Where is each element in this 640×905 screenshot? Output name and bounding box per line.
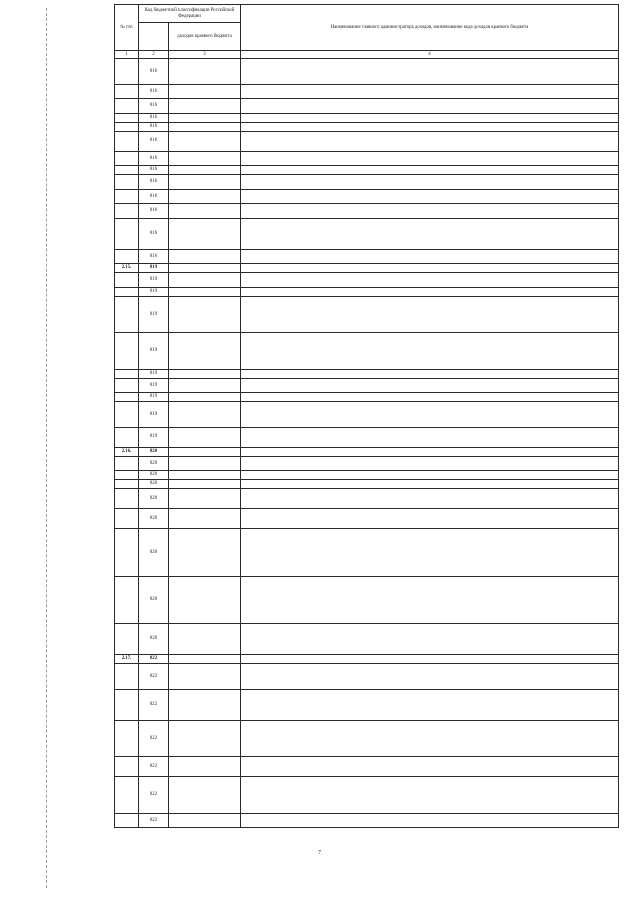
row-description [241,720,619,757]
table-row [115,99,619,114]
table-row [115,296,619,333]
table-section-row [115,264,619,273]
row-description [241,84,619,99]
row-number: 2.16. [115,447,139,456]
income-code [169,131,241,151]
row-number [115,757,139,777]
income-code [169,113,241,122]
row-description [241,402,619,428]
income-code [169,204,241,219]
row-description [241,122,619,131]
admin-code: 822 [139,664,169,690]
row-description [241,393,619,402]
row-description [241,655,619,664]
row-number [115,378,139,393]
row-number [115,489,139,509]
table-row [115,369,619,378]
admin-code: 816 [139,99,169,114]
row-number [115,151,139,166]
admin-code: 816 [139,189,169,204]
row-number [115,576,139,624]
table-row [115,777,619,814]
row-description [241,529,619,577]
income-code [169,447,241,456]
admin-code: 819 [139,378,169,393]
row-description [241,333,619,370]
income-code [169,509,241,529]
row-description [241,447,619,456]
table-row [115,456,619,471]
income-code [169,624,241,655]
row-description [241,777,619,814]
column-number-2: 2 [139,51,169,59]
income-code [169,813,241,828]
table-body [115,59,619,828]
row-number [115,113,139,122]
table-row [115,689,619,720]
column-number-3: 3 [169,51,241,59]
income-code [169,576,241,624]
row-description [241,471,619,480]
income-code [169,122,241,131]
table-row [115,166,619,175]
admin-code: 816 [139,59,169,85]
row-number [115,333,139,370]
table-row [115,273,619,288]
table-row [115,813,619,828]
admin-code: 820 [139,624,169,655]
row-description [241,175,619,190]
admin-code: 819 [139,264,169,273]
row-number [115,813,139,828]
admin-code: 820 [139,471,169,480]
row-description [241,59,619,85]
table-row [115,720,619,757]
table-row [115,287,619,296]
table-row [115,175,619,190]
income-code [169,393,241,402]
row-number: 2.17. [115,655,139,664]
admin-code: 819 [139,402,169,428]
row-number [115,249,139,264]
income-code [169,218,241,249]
income-code [169,456,241,471]
row-number [115,624,139,655]
admin-code: 819 [139,333,169,370]
table-row [115,576,619,624]
admin-code: 822 [139,720,169,757]
table-row [115,218,619,249]
table-row [115,480,619,489]
income-code [169,287,241,296]
row-number [115,218,139,249]
column-number-1: 1 [115,51,139,59]
row-description [241,131,619,151]
row-number [115,456,139,471]
row-description [241,509,619,529]
row-description [241,113,619,122]
table-row [115,509,619,529]
row-description [241,624,619,655]
row-number [115,369,139,378]
row-description [241,689,619,720]
row-number [115,664,139,690]
row-number [115,122,139,131]
table-row [115,204,619,219]
income-code [169,777,241,814]
row-description [241,296,619,333]
row-description [241,576,619,624]
header-col-code-group: Код бюджетной классификации Российской Федерации [139,5,241,23]
table-section-row [115,655,619,664]
income-code [169,175,241,190]
document-page [114,4,618,828]
income-code [169,529,241,577]
table-header-row-1 [115,5,619,23]
income-code [169,489,241,509]
row-number [115,689,139,720]
row-description [241,757,619,777]
admin-code: 816 [139,175,169,190]
row-description [241,218,619,249]
row-number [115,471,139,480]
admin-code: 816 [139,166,169,175]
row-description [241,664,619,690]
row-description [241,427,619,447]
row-number [115,777,139,814]
admin-code: 816 [139,249,169,264]
table-row [115,427,619,447]
income-code [169,757,241,777]
admin-code: 820 [139,576,169,624]
admin-code: 819 [139,273,169,288]
income-code [169,166,241,175]
row-description [241,287,619,296]
income-code [169,378,241,393]
row-number [115,509,139,529]
table-row [115,529,619,577]
admin-code: 822 [139,689,169,720]
row-number [115,529,139,577]
row-number: 2.15. [115,264,139,273]
row-number [115,59,139,85]
admin-code: 822 [139,813,169,828]
income-code [169,427,241,447]
income-code [169,264,241,273]
table-row [115,131,619,151]
admin-code: 820 [139,456,169,471]
income-code [169,333,241,370]
income-code [169,369,241,378]
admin-code: 819 [139,369,169,378]
row-description [241,813,619,828]
page-number: 7 [318,850,321,856]
admin-code: 820 [139,509,169,529]
table-row [115,84,619,99]
table-row [115,189,619,204]
table-row [115,489,619,509]
admin-code: 819 [139,296,169,333]
row-number [115,99,139,114]
admin-code: 816 [139,84,169,99]
income-code [169,296,241,333]
income-code [169,664,241,690]
header-col-admin [139,23,169,51]
header-col-no: № п/п [115,5,139,51]
header-col-income: доходов краевого бюджета [169,23,241,51]
table-section-row [115,447,619,456]
admin-code: 820 [139,529,169,577]
row-description [241,151,619,166]
table-row [115,378,619,393]
row-description [241,489,619,509]
admin-code: 816 [139,122,169,131]
row-number [115,480,139,489]
admin-code: 819 [139,393,169,402]
header-col-name: Наименование главного администратора доходов, наименование кода доходов краевого бюджета [241,5,619,51]
row-number [115,296,139,333]
income-code [169,273,241,288]
table-row [115,471,619,480]
row-description [241,204,619,219]
column-number-row [115,51,619,59]
table-row [115,59,619,85]
table-row [115,249,619,264]
table-row [115,393,619,402]
row-number [115,166,139,175]
row-number [115,131,139,151]
row-description [241,273,619,288]
row-description [241,264,619,273]
income-code [169,720,241,757]
admin-code: 822 [139,757,169,777]
table-row [115,122,619,131]
row-number [115,84,139,99]
row-number [115,189,139,204]
row-description [241,480,619,489]
row-description [241,369,619,378]
row-description [241,99,619,114]
admin-code: 816 [139,131,169,151]
table-row [115,151,619,166]
row-description [241,456,619,471]
table-row [115,757,619,777]
row-number [115,720,139,757]
admin-code: 816 [139,204,169,219]
table-row [115,402,619,428]
admin-code: 816 [139,151,169,166]
row-number [115,175,139,190]
row-number [115,204,139,219]
row-number [115,393,139,402]
row-description [241,166,619,175]
admin-code: 816 [139,113,169,122]
income-code [169,59,241,85]
binding-margin-line [46,8,47,888]
admin-code: 816 [139,218,169,249]
row-number [115,427,139,447]
income-code [169,689,241,720]
table-row [115,113,619,122]
column-number-4: 4 [241,51,619,59]
row-description [241,189,619,204]
income-code [169,402,241,428]
income-code [169,189,241,204]
admin-code: 819 [139,427,169,447]
row-description [241,378,619,393]
admin-code: 822 [139,777,169,814]
income-code [169,471,241,480]
admin-code: 819 [139,287,169,296]
income-code [169,655,241,664]
income-code [169,84,241,99]
income-code [169,480,241,489]
row-description [241,249,619,264]
table-row [115,624,619,655]
admin-code: 820 [139,480,169,489]
table-row [115,664,619,690]
row-number [115,402,139,428]
admin-code: 822 [139,655,169,664]
row-number [115,273,139,288]
admin-code: 820 [139,447,169,456]
admin-code: 820 [139,489,169,509]
row-number [115,287,139,296]
table-row [115,333,619,370]
income-code [169,151,241,166]
income-code [169,249,241,264]
revenue-administrators-table [114,4,619,828]
income-code [169,99,241,114]
